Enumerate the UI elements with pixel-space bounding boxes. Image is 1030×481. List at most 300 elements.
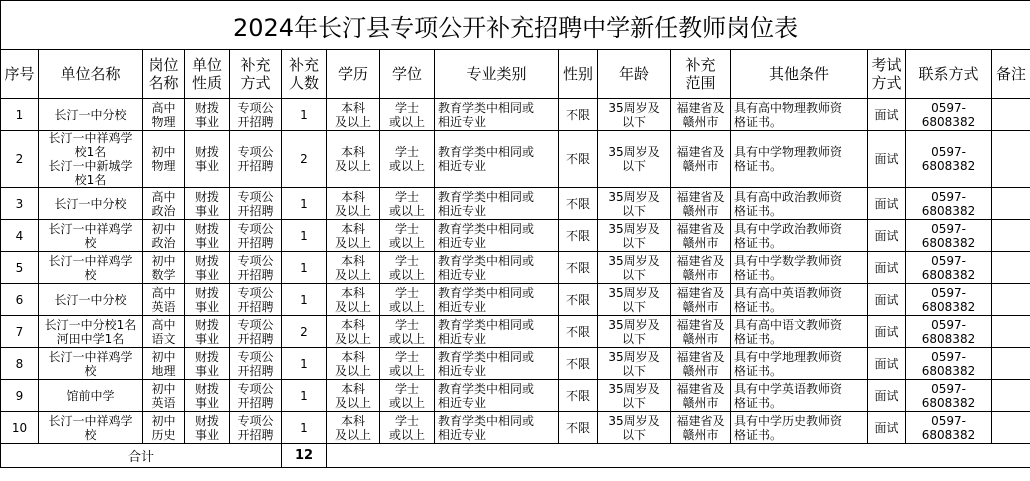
cell-nature-text: 财拨 事业 [194, 413, 219, 442]
cell-method-text: 专项公 开招聘 [237, 221, 274, 250]
cell-count-text: 1 [300, 107, 308, 122]
cell-contact-text: 0597- 6808382 [921, 381, 976, 410]
cell-other-text: 具有中学英语教师资 格证书。 [734, 381, 843, 410]
cell-exam-text: 面试 [874, 356, 899, 371]
cell-method [230, 99, 282, 131]
cell-scope [671, 284, 731, 316]
cell-count-text: 1 [300, 356, 308, 371]
cell-education [327, 284, 380, 316]
cell-other [731, 380, 868, 412]
cell-age-text: 35周岁及 以下 [608, 413, 660, 442]
cell-nature [185, 316, 230, 348]
cell-post-text: 初中 地理 [151, 349, 176, 378]
cell-nature-text: 财拨 事业 [194, 145, 219, 173]
cell-nature-text: 财拨 事业 [194, 253, 219, 282]
cell-contact-text: 0597- 6808382 [921, 285, 976, 314]
cell-scope [671, 380, 731, 412]
total-empty [327, 444, 1030, 468]
cell-contact-text: 0597- 6808382 [921, 100, 976, 129]
cell-contact-text: 0597- 6808382 [921, 221, 976, 250]
cell-education [327, 380, 380, 412]
cell-major [435, 380, 559, 412]
cell-gender [559, 220, 598, 252]
cell-scope-text: 福建省及 赣州市 [676, 253, 725, 282]
cell-unit [39, 316, 143, 348]
cell-major-text: 教育学类中相同或 相近专业 [438, 413, 535, 442]
cell-unit [39, 284, 143, 316]
cell-degree-text: 学士 或以上 [388, 285, 425, 314]
cell-gender [559, 99, 598, 131]
cell-post-text: 初中 物理 [151, 145, 176, 173]
cell-contact [906, 348, 992, 380]
cell-degree [380, 380, 435, 412]
cell-post [143, 131, 185, 188]
cell-major-text: 教育学类中相同或 相近专业 [438, 317, 535, 346]
cell-method-text: 专项公 开招聘 [237, 349, 274, 378]
table-row [1, 284, 1030, 316]
cell-major [435, 99, 559, 131]
header-remark: 备注 [992, 50, 1030, 99]
cell-degree [380, 131, 435, 188]
cell-nature [185, 131, 230, 188]
cell-unit-text: 长汀一中分校 [54, 107, 127, 122]
cell-nature-text: 财拨 事业 [194, 285, 219, 314]
cell-seq [1, 252, 39, 284]
cell-contact [906, 131, 992, 188]
cell-major-text: 教育学类中相同或 相近专业 [438, 189, 535, 218]
cell-other [731, 412, 868, 444]
cell-education-text: 本科 及以上 [334, 253, 371, 282]
cell-degree-text: 学士 或以上 [388, 100, 425, 129]
cell-unit-text: 长汀一中祥鸡学 校 [48, 349, 133, 378]
cell-nature [185, 252, 230, 284]
cell-scope-text: 福建省及 赣州市 [676, 317, 725, 346]
cell-exam [868, 220, 906, 252]
cell-education [327, 316, 380, 348]
cell-post [143, 412, 185, 444]
cell-scope [671, 188, 731, 220]
cell-unit [39, 131, 143, 188]
cell-education-text: 本科 及以上 [334, 100, 371, 129]
cell-nature [185, 412, 230, 444]
cell-major [435, 284, 559, 316]
cell-remark [992, 188, 1030, 220]
cell-method-text: 专项公 开招聘 [237, 285, 274, 314]
cell-seq-text: 7 [15, 324, 24, 339]
cell-unit-text: 长汀一中分校 [54, 292, 127, 307]
cell-age-text: 35周岁及 以下 [608, 317, 660, 346]
cell-gender-text: 不限 [565, 420, 590, 435]
cell-nature-text: 财拨 事业 [194, 189, 219, 218]
cell-seq [1, 284, 39, 316]
cell-seq-text: 4 [15, 228, 24, 243]
cell-education-text: 本科 及以上 [334, 381, 371, 410]
cell-degree-text: 学士 或以上 [388, 413, 425, 442]
header-other: 其他条件 [731, 50, 868, 99]
cell-age-text: 35周岁及 以下 [608, 349, 660, 378]
cell-other-text: 具有中学历史教师资 格证书。 [734, 413, 843, 442]
cell-gender-text: 不限 [565, 107, 590, 122]
cell-nature [185, 220, 230, 252]
cell-exam-text: 面试 [874, 324, 899, 339]
cell-method [230, 348, 282, 380]
cell-contact-text: 0597- 6808382 [921, 145, 976, 173]
cell-other-text: 具有高中英语教师资 格证书。 [734, 285, 843, 314]
cell-age [598, 220, 671, 252]
cell-count [282, 220, 327, 252]
cell-other-text: 具有中学物理教师资 格证书。 [734, 145, 843, 173]
cell-education [327, 252, 380, 284]
cell-seq [1, 131, 39, 188]
cell-major-text: 教育学类中相同或 相近专业 [438, 285, 535, 314]
cell-degree [380, 316, 435, 348]
cell-age [598, 99, 671, 131]
cell-exam [868, 380, 906, 412]
cell-seq [1, 220, 39, 252]
cell-remark [992, 252, 1030, 284]
cell-count-text: 2 [300, 324, 308, 339]
cell-major-text: 教育学类中相同或 相近专业 [438, 349, 535, 378]
total-count: 12 [282, 444, 327, 468]
cell-seq-text: 2 [15, 152, 24, 166]
cell-exam [868, 348, 906, 380]
cell-method [230, 380, 282, 412]
header-age: 年龄 [598, 50, 671, 99]
cell-method-text: 专项公 开招聘 [237, 100, 274, 129]
cell-other-text: 具有高中语文教师资 格证书。 [734, 317, 843, 346]
cell-nature-text: 财拨 事业 [194, 381, 219, 410]
cell-scope [671, 99, 731, 131]
cell-method [230, 284, 282, 316]
cell-count [282, 348, 327, 380]
cell-gender [559, 284, 598, 316]
cell-method-text: 专项公 开招聘 [237, 381, 274, 410]
cell-age [598, 131, 671, 188]
cell-exam-text: 面试 [874, 196, 899, 211]
cell-scope-text: 福建省及 赣州市 [676, 145, 725, 173]
cell-scope-text: 福建省及 赣州市 [676, 221, 725, 250]
cell-contact [906, 412, 992, 444]
cell-other [731, 284, 868, 316]
cell-nature [185, 348, 230, 380]
cell-seq [1, 316, 39, 348]
cell-count-text: 1 [300, 388, 308, 403]
cell-count [282, 380, 327, 412]
cell-method-text: 专项公 开招聘 [237, 253, 274, 282]
cell-post [143, 188, 185, 220]
header-row [1, 50, 1030, 99]
header-education: 学历 [327, 50, 380, 99]
header-unit: 单位名称 [39, 50, 143, 99]
cell-method-text: 专项公 开招聘 [237, 189, 274, 218]
cell-degree-text: 学士 或以上 [388, 349, 425, 378]
cell-gender-text: 不限 [565, 388, 590, 403]
cell-seq-text: 5 [15, 260, 24, 275]
cell-contact [906, 220, 992, 252]
cell-method [230, 316, 282, 348]
cell-count [282, 284, 327, 316]
cell-remark [992, 348, 1030, 380]
cell-education-text: 本科 及以上 [334, 189, 371, 218]
cell-other-text: 具有中学地理教师资 格证书。 [734, 349, 843, 378]
cell-age-text: 35周岁及 以下 [608, 189, 660, 218]
cell-post-text: 初中 数学 [151, 253, 176, 282]
cell-count [282, 316, 327, 348]
table-row [1, 220, 1030, 252]
cell-age-text: 35周岁及 以下 [608, 381, 660, 410]
cell-major [435, 220, 559, 252]
cell-degree-text: 学士 或以上 [388, 253, 425, 282]
cell-remark [992, 412, 1030, 444]
cell-contact [906, 284, 992, 316]
cell-age-text: 35周岁及 以下 [608, 285, 660, 314]
cell-seq [1, 380, 39, 412]
cell-major-text: 教育学类中相同或 相近专业 [438, 145, 535, 173]
cell-post [143, 284, 185, 316]
cell-scope [671, 252, 731, 284]
cell-post-text: 初中 历史 [151, 413, 176, 442]
cell-degree [380, 188, 435, 220]
cell-post [143, 220, 185, 252]
cell-other [731, 220, 868, 252]
cell-remark [992, 99, 1030, 131]
cell-degree-text: 学士 或以上 [388, 145, 425, 173]
cell-age-text: 35周岁及 以下 [608, 253, 660, 282]
cell-major-text: 教育学类中相同或 相近专业 [438, 381, 535, 410]
cell-post [143, 316, 185, 348]
table-title: 2024年长汀县专项公开补充招聘中学新任教师岗位表 [1, 1, 1030, 50]
cell-gender [559, 412, 598, 444]
cell-degree [380, 220, 435, 252]
cell-method [230, 188, 282, 220]
table-row [1, 252, 1030, 284]
cell-scope-text: 福建省及 赣州市 [676, 349, 725, 378]
cell-seq-text: 6 [15, 292, 24, 307]
cell-exam [868, 316, 906, 348]
cell-nature-text: 财拨 事业 [194, 317, 219, 346]
cell-contact-text: 0597- 6808382 [921, 317, 976, 346]
cell-count-text: 2 [300, 152, 308, 166]
cell-gender-text: 不限 [565, 196, 590, 211]
cell-nature-text: 财拨 事业 [194, 221, 219, 250]
cell-nature [185, 188, 230, 220]
cell-gender [559, 252, 598, 284]
header-scope: 补充 范围 [671, 50, 731, 99]
cell-unit-text: 长汀一中祥鸡学 校 [48, 413, 133, 442]
total-row [1, 444, 1030, 468]
cell-count-text: 1 [300, 420, 308, 435]
cell-contact-text: 0597- 6808382 [921, 189, 976, 218]
cell-post-text: 高中 政治 [151, 189, 176, 218]
cell-exam-text: 面试 [874, 292, 899, 307]
cell-post-text: 高中 英语 [151, 285, 176, 314]
cell-degree [380, 252, 435, 284]
cell-degree-text: 学士 或以上 [388, 221, 425, 250]
cell-exam-text: 面试 [874, 152, 899, 166]
cell-age [598, 348, 671, 380]
header-degree: 学位 [380, 50, 435, 99]
cell-exam [868, 99, 906, 131]
cell-education [327, 220, 380, 252]
cell-scope [671, 220, 731, 252]
cell-education-text: 本科 及以上 [334, 285, 371, 314]
cell-method-text: 专项公 开招聘 [237, 317, 274, 346]
header-seq: 序号 [1, 50, 39, 99]
cell-nature-text: 财拨 事业 [194, 100, 219, 129]
cell-education-text: 本科 及以上 [334, 317, 371, 346]
cell-nature [185, 99, 230, 131]
cell-seq-text: 1 [15, 107, 24, 122]
cell-post-text: 高中 物理 [151, 100, 176, 129]
cell-seq [1, 348, 39, 380]
cell-major [435, 348, 559, 380]
cell-exam-text: 面试 [874, 388, 899, 403]
cell-gender [559, 188, 598, 220]
cell-exam [868, 131, 906, 188]
cell-method-text: 专项公 开招聘 [237, 145, 274, 173]
cell-unit-text: 长汀一中分校1名 河田中学1名 [44, 317, 137, 346]
cell-remark [992, 131, 1030, 188]
cell-other-text: 具有中学政治教师资 格证书。 [734, 221, 843, 250]
cell-education [327, 99, 380, 131]
cell-other [731, 316, 868, 348]
cell-exam-text: 面试 [874, 107, 899, 122]
cell-unit [39, 220, 143, 252]
cell-degree-text: 学士 或以上 [388, 317, 425, 346]
cell-age [598, 412, 671, 444]
cell-major [435, 188, 559, 220]
cell-degree [380, 99, 435, 131]
cell-unit-text: 长汀一中祥鸡学 校 [48, 221, 133, 250]
cell-method [230, 252, 282, 284]
cell-post [143, 380, 185, 412]
cell-contact [906, 188, 992, 220]
cell-method-text: 专项公 开招聘 [237, 413, 274, 442]
cell-education-text: 本科 及以上 [334, 349, 371, 378]
header-nature: 单位 性质 [185, 50, 230, 99]
cell-degree-text: 学士 或以上 [388, 189, 425, 218]
cell-exam [868, 412, 906, 444]
cell-count-text: 1 [300, 196, 308, 211]
cell-post [143, 348, 185, 380]
cell-contact [906, 316, 992, 348]
cell-other [731, 131, 868, 188]
cell-count [282, 188, 327, 220]
cell-education [327, 412, 380, 444]
header-method: 补充 方式 [230, 50, 282, 99]
cell-major-text: 教育学类中相同或 相近专业 [438, 253, 535, 282]
cell-unit [39, 188, 143, 220]
cell-major [435, 131, 559, 188]
cell-unit-text: 长汀一中祥鸡学 校 [48, 253, 133, 282]
cell-education [327, 188, 380, 220]
cell-unit [39, 348, 143, 380]
cell-gender-text: 不限 [565, 324, 590, 339]
cell-scope-text: 福建省及 赣州市 [676, 189, 725, 218]
cell-other-text: 具有中学数学教师资 格证书。 [734, 253, 843, 282]
cell-gender-text: 不限 [565, 356, 590, 371]
cell-age [598, 252, 671, 284]
cell-count-text: 1 [300, 260, 308, 275]
header-contact: 联系方式 [906, 50, 992, 99]
cell-seq-text: 8 [15, 356, 24, 371]
cell-unit [39, 252, 143, 284]
cell-seq [1, 99, 39, 131]
cell-degree [380, 412, 435, 444]
cell-age-text: 35周岁及 以下 [608, 221, 660, 250]
cell-exam-text: 面试 [874, 260, 899, 275]
cell-gender [559, 348, 598, 380]
cell-post-text: 高中 语文 [151, 317, 176, 346]
cell-education [327, 131, 380, 188]
cell-remark [992, 220, 1030, 252]
cell-gender-text: 不限 [565, 228, 590, 243]
cell-scope-text: 福建省及 赣州市 [676, 381, 725, 410]
table-row [1, 131, 1030, 188]
cell-age-text: 35周岁及 以下 [608, 145, 660, 173]
cell-count [282, 412, 327, 444]
cell-contact-text: 0597- 6808382 [921, 413, 976, 442]
cell-scope-text: 福建省及 赣州市 [676, 285, 725, 314]
cell-seq [1, 412, 39, 444]
cell-seq-text: 10 [11, 420, 28, 435]
cell-scope [671, 316, 731, 348]
cell-scope-text: 福建省及 赣州市 [676, 413, 725, 442]
cell-age [598, 316, 671, 348]
table-row [1, 188, 1030, 220]
cell-degree [380, 348, 435, 380]
cell-other [731, 188, 868, 220]
cell-method [230, 412, 282, 444]
cell-contact-text: 0597- 6808382 [921, 349, 976, 378]
cell-exam-text: 面试 [874, 420, 899, 435]
cell-scope [671, 348, 731, 380]
table-row [1, 348, 1030, 380]
cell-degree-text: 学士 或以上 [388, 381, 425, 410]
cell-seq-text: 3 [15, 196, 24, 211]
cell-unit-text: 长汀一中祥鸡学 校1名 长汀一中新城学 校1名 [48, 131, 133, 187]
header-count: 补充 人数 [282, 50, 327, 99]
cell-exam [868, 252, 906, 284]
cell-age [598, 284, 671, 316]
cell-count [282, 99, 327, 131]
cell-exam [868, 284, 906, 316]
cell-gender [559, 380, 598, 412]
cell-nature-text: 财拨 事业 [194, 349, 219, 378]
header-post: 岗位 名称 [143, 50, 185, 99]
cell-education [327, 348, 380, 380]
cell-count-text: 1 [300, 292, 308, 307]
table-row [1, 412, 1030, 444]
cell-contact [906, 252, 992, 284]
cell-major [435, 252, 559, 284]
cell-contact [906, 380, 992, 412]
cell-count-text: 1 [300, 228, 308, 243]
cell-remark [992, 284, 1030, 316]
cell-education-text: 本科 及以上 [334, 221, 371, 250]
cell-age [598, 188, 671, 220]
table-row [1, 316, 1030, 348]
cell-method [230, 131, 282, 188]
cell-gender-text: 不限 [565, 260, 590, 275]
cell-gender [559, 316, 598, 348]
cell-other-text: 具有高中物理教师资 格证书。 [734, 100, 843, 129]
cell-unit [39, 380, 143, 412]
total-label: 合计 [1, 444, 282, 468]
cell-age-text: 35周岁及 以下 [608, 100, 660, 129]
cell-post [143, 99, 185, 131]
cell-gender-text: 不限 [565, 152, 590, 166]
